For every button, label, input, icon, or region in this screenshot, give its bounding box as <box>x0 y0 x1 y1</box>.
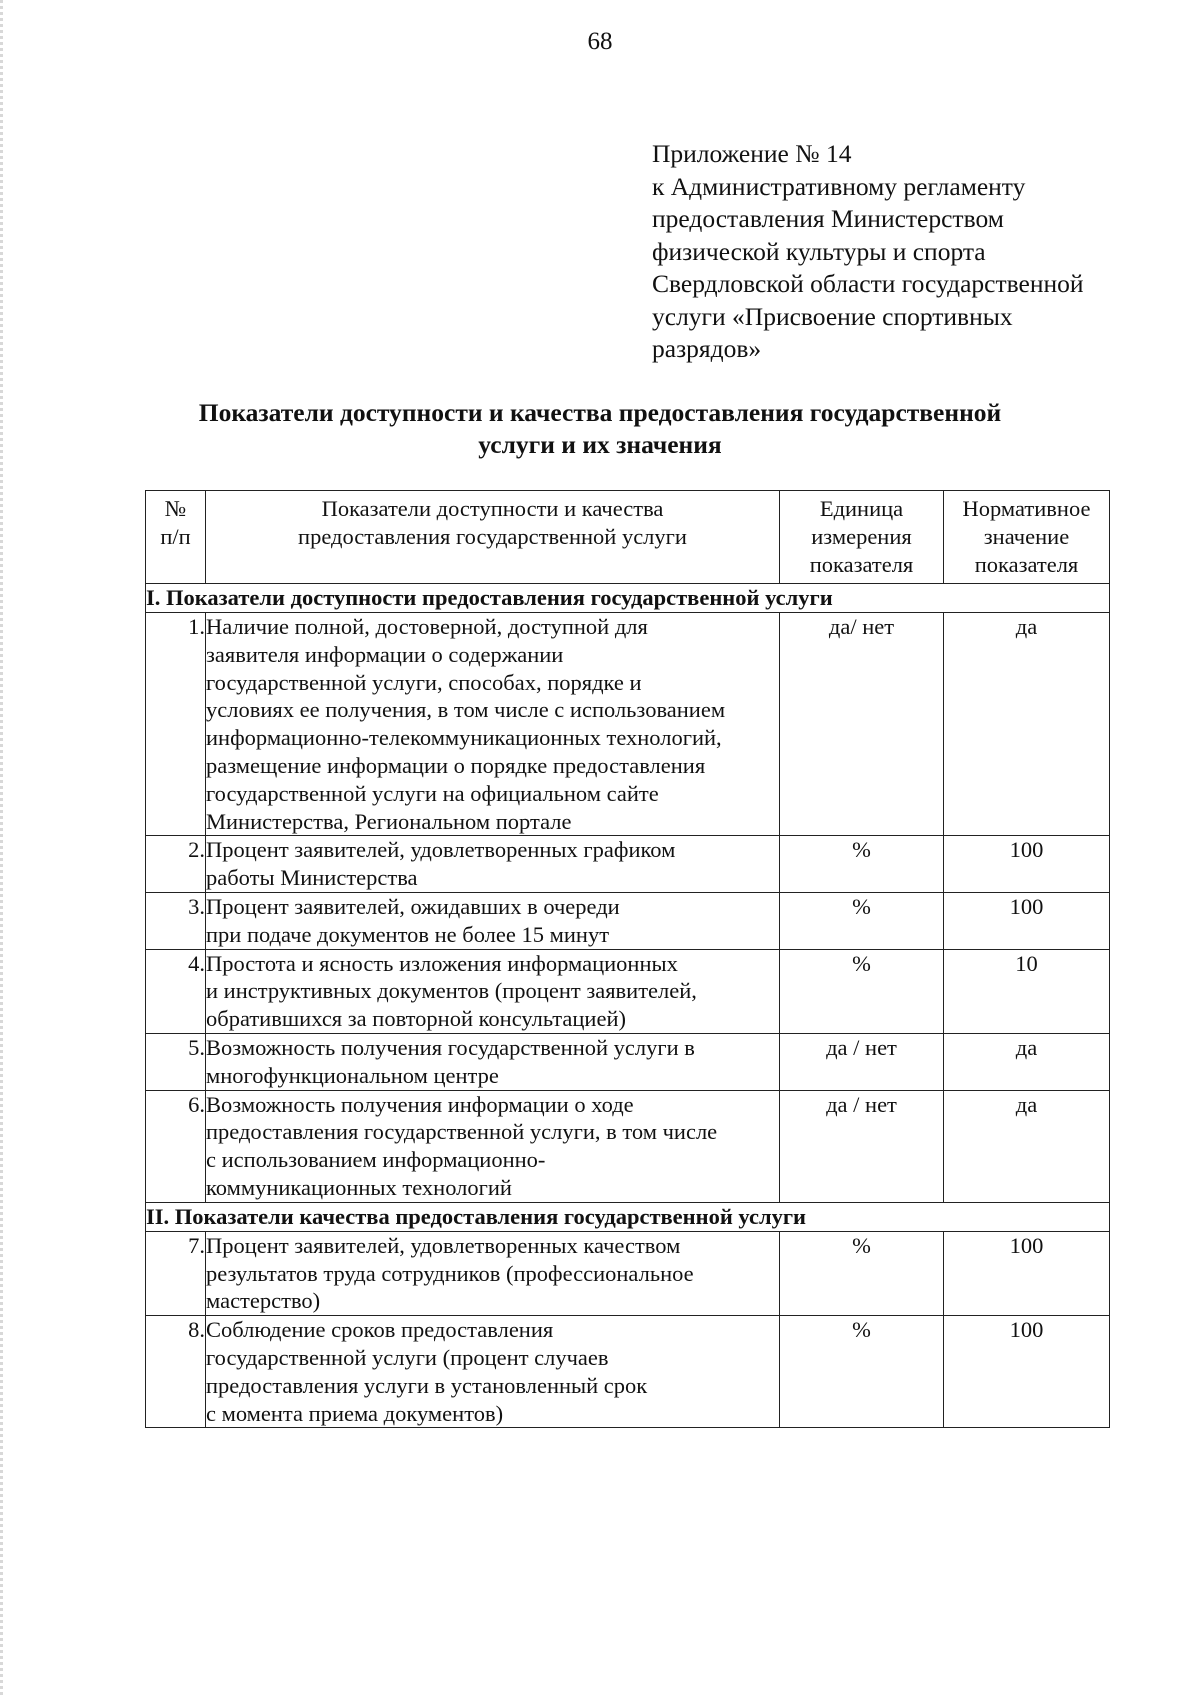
norm-value: да <box>944 1090 1110 1202</box>
appendix-line: физической культуры и спорта <box>652 236 986 266</box>
table-row <box>146 1231 1110 1315</box>
indicator-line: предоставления государственной услуги, в том числе <box>206 1119 718 1145</box>
page-number: 68 <box>587 28 613 55</box>
title-line: Показатели доступности и качества предоставления государственной <box>198 398 1002 427</box>
unit-value: да / нет <box>780 1090 944 1202</box>
indicator-line: информационно-телекоммуникационных технологий, <box>206 725 722 751</box>
unit-value: % <box>780 949 944 1033</box>
unit-value: % <box>780 1231 944 1315</box>
indicator-text <box>206 949 780 1033</box>
unit-value: % <box>780 836 944 893</box>
scan-edge <box>0 0 3 1697</box>
indicator-text <box>206 836 780 893</box>
appendix-line: Приложение № 14 <box>652 139 852 168</box>
header-line: измерения <box>811 524 912 549</box>
section-heading-availability: I. Показатели доступности предоставления государственной услуги <box>146 584 1110 613</box>
header-line: предоставления государственной услуги <box>298 524 687 549</box>
section-row <box>146 1202 1110 1231</box>
table-row <box>146 1316 1110 1428</box>
header-line: Показатели доступности и качества <box>321 496 664 521</box>
indicator-line: результатов труда сотрудников (профессиональное <box>206 1260 694 1286</box>
norm-value: 10 <box>944 949 1110 1033</box>
unit-value: % <box>780 892 944 949</box>
indicator-text <box>206 613 780 836</box>
indicator-line: обратившихся за повторной консультацией) <box>206 1006 626 1032</box>
indicator-line: государственной услуги на официальном сайте <box>206 780 659 806</box>
section-heading-quality: II. Показатели качества предоставления государственной услуги <box>146 1202 1110 1231</box>
header-norm <box>944 491 1110 584</box>
indicator-line: Возможность получения информации о ходе <box>206 1091 634 1117</box>
unit-value: да/ нет <box>780 613 944 836</box>
indicator-line: Наличие полной, достоверной, доступной для <box>206 614 648 639</box>
table-row <box>146 836 1110 893</box>
norm-value: 100 <box>944 1231 1110 1315</box>
row-number: 4. <box>146 949 206 1033</box>
indicator-line: работы Министерства <box>206 865 418 891</box>
indicator-line: условиях ее получения, в том числе с использованием <box>206 697 726 723</box>
section-row <box>146 584 1110 613</box>
indicator-line: государственной услуги, способах, порядке и <box>206 669 642 695</box>
indicator-line: государственной услуги (процент случаев <box>206 1344 609 1370</box>
header-line: п/п <box>160 524 191 549</box>
row-number: 1. <box>146 613 206 836</box>
row-number: 6. <box>146 1090 206 1202</box>
appendix-line: Свердловской области государственной <box>652 269 1084 298</box>
appendix-reference <box>652 138 1172 366</box>
indicator-line: Возможность получения государственной услуги в <box>206 1034 695 1060</box>
row-number: 5. <box>146 1033 206 1090</box>
norm-value: 100 <box>944 892 1110 949</box>
appendix-line: предоставления Министерством <box>652 204 1004 233</box>
indicator-line: коммуникационных технологий <box>206 1174 512 1200</box>
indicator-line: и инструктивных документов (процент заявителей, <box>206 978 697 1004</box>
indicator-text <box>206 892 780 949</box>
header-line: Нормативное <box>962 496 1091 521</box>
indicator-line: размещение информации о порядке предоставления <box>206 752 706 778</box>
indicator-text <box>206 1316 780 1428</box>
indicator-line: Процент заявителей, удовлетворенных графиком <box>206 837 676 863</box>
header-indicator <box>206 491 780 584</box>
row-number: 8. <box>146 1316 206 1428</box>
unit-value: % <box>780 1316 944 1428</box>
document-title <box>0 397 1200 461</box>
norm-value: да <box>944 613 1110 836</box>
header-line: № <box>164 496 187 521</box>
table-row <box>146 1033 1110 1090</box>
header-line: Единица <box>819 496 904 521</box>
indicator-line: с использованием информационно- <box>206 1147 546 1173</box>
table-row <box>146 1090 1110 1202</box>
indicator-text <box>206 1033 780 1090</box>
indicator-line: Соблюдение сроков предоставления <box>206 1317 554 1343</box>
norm-value: 100 <box>944 836 1110 893</box>
indicator-line: многофункциональном центре <box>206 1062 499 1088</box>
appendix-line: к Административному регламенту <box>652 171 1026 201</box>
indicator-line: Процент заявителей, ожидавших в очереди <box>206 893 620 919</box>
row-number: 2. <box>146 836 206 893</box>
indicator-text <box>206 1090 780 1202</box>
norm-value: 100 <box>944 1316 1110 1428</box>
row-number: 3. <box>146 892 206 949</box>
indicators-table <box>145 490 1110 1428</box>
appendix-line: разрядов» <box>652 334 762 363</box>
indicator-line: при подаче документов не более 15 минут <box>206 921 610 947</box>
header-line: значение <box>983 524 1070 549</box>
table-row <box>146 949 1110 1033</box>
header-line: показателя <box>974 552 1079 577</box>
table-row <box>146 892 1110 949</box>
indicator-line: заявителя информации о содержании <box>206 641 564 667</box>
norm-value: да <box>944 1033 1110 1090</box>
indicator-line: Простота и ясность изложения информационных <box>206 950 678 976</box>
indicator-line: предоставления услуги в установленный срок <box>206 1372 648 1398</box>
indicator-line: Министерства, Региональном портале <box>206 808 572 834</box>
header-line: показателя <box>809 552 914 577</box>
indicator-line: с момента приема документов) <box>206 1400 504 1426</box>
row-number: 7. <box>146 1231 206 1315</box>
indicator-line: Процент заявителей, удовлетворенных качеством <box>206 1232 681 1258</box>
unit-value: да / нет <box>780 1033 944 1090</box>
indicator-line: мастерство) <box>206 1288 321 1314</box>
table-header-row <box>146 491 1110 584</box>
appendix-line: услуги «Присвоение спортивных <box>652 301 1013 331</box>
table-row <box>146 613 1110 836</box>
header-num <box>146 491 206 584</box>
title-line: услуги и их значения <box>478 430 722 459</box>
indicator-text <box>206 1231 780 1315</box>
header-unit <box>780 491 944 584</box>
